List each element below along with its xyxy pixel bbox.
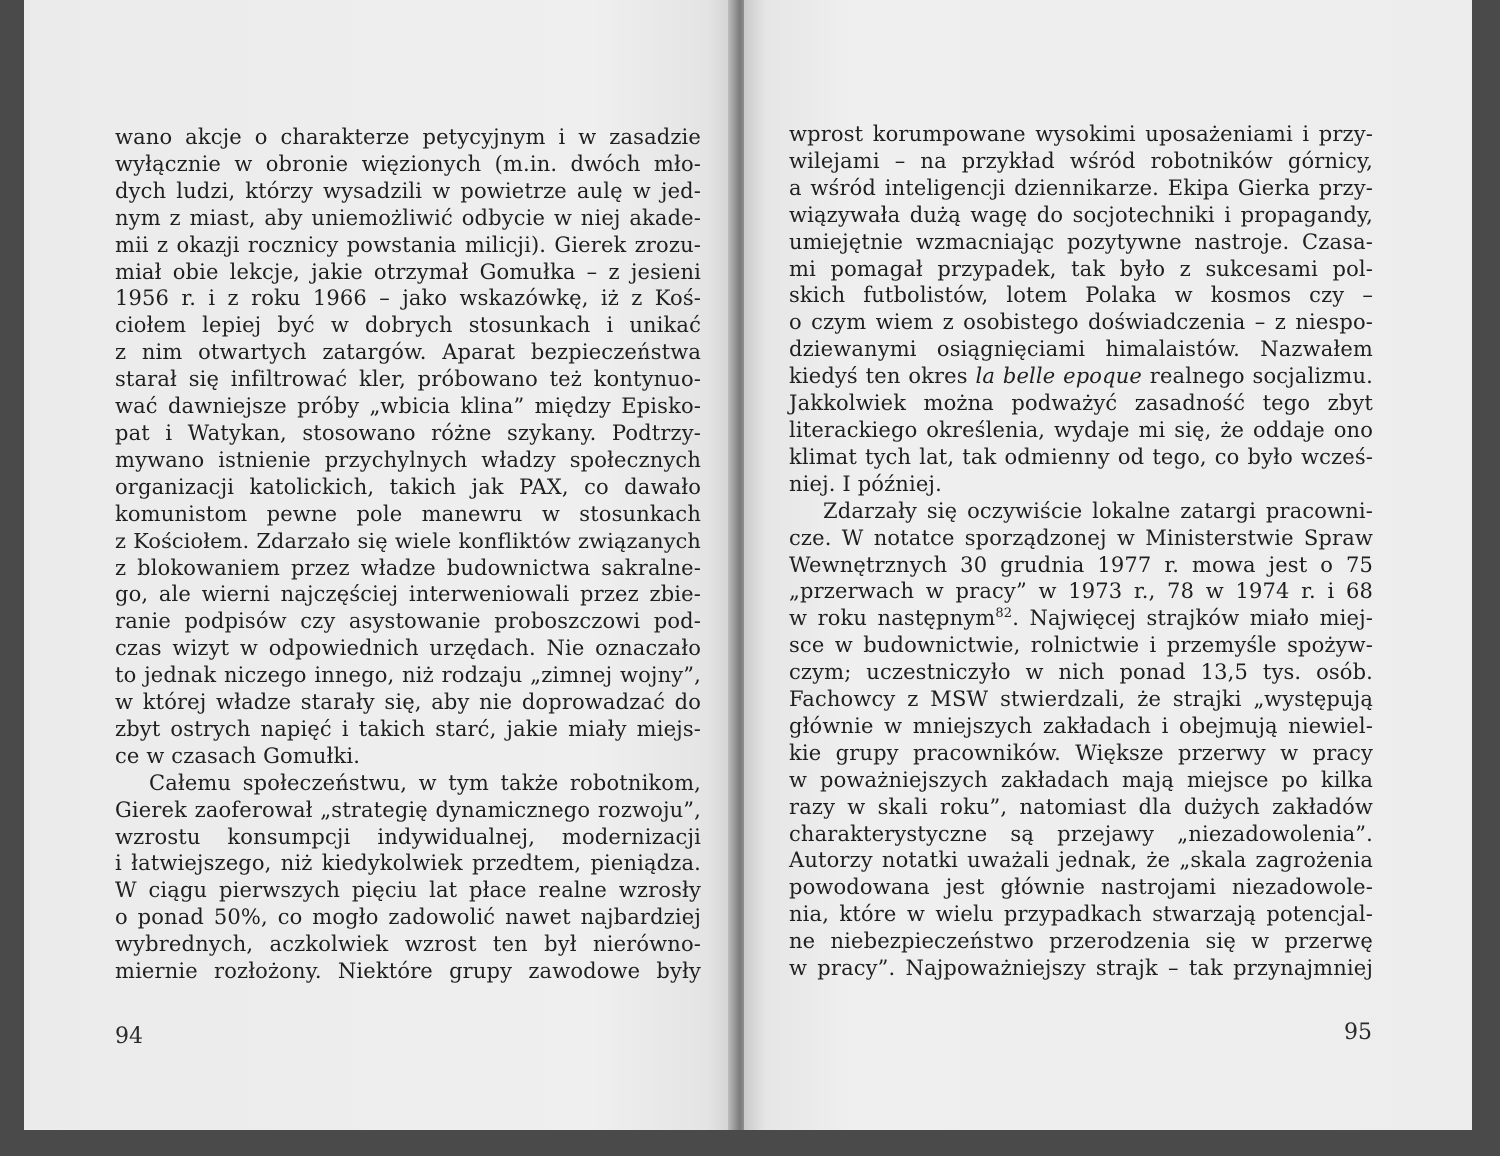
text-line: z Kościołem. Zdarzało się wiele konfliktów związanych [115, 528, 701, 553]
text-line: z nim otwartych zatargów. Aparat bezpieczeństwa [115, 340, 701, 365]
scan-background-bottom [0, 1130, 1500, 1156]
text-segment: . Najwięcej strajków miało miej- [1012, 606, 1374, 631]
text-line: zbyt ostrych napięć i takich starć, jakie miały miejs- [115, 716, 701, 741]
text-line: o czym wiem z osobistego doświadczenia – z niespo- [789, 310, 1373, 335]
text-line: głównie w mniejszych zakładach i obejmują niewiel- [789, 713, 1373, 738]
scan-background-right [1472, 0, 1500, 1156]
page-number-right: 95 [1344, 1020, 1372, 1045]
text-line: razy w skali roku”, natomiast dla dużych zakładów [789, 794, 1373, 819]
text-line: wyłącznie w obronie więzionych (m.in. dwóch mło- [115, 151, 701, 176]
text-line: w pracy”. Najpoważniejszy strajk – tak przynajmniej [789, 956, 1373, 981]
text-line: wzrostu konsumpcji indywidualnej, modernizacji [115, 824, 701, 849]
text-line: umiejętnie wzmacniając pozytywne nastroje. Czasa- [789, 229, 1373, 254]
italic-phrase: la belle epoque [975, 364, 1142, 389]
text-line: miernie rozłożony. Niektóre grupy zawodowe były [115, 959, 701, 984]
text-segment: w roku następnym [789, 606, 996, 631]
text-line: W ciągu pierwszych pięciu lat płace realne wzrosły [115, 878, 701, 903]
text-line: 1956 r. i z roku 1966 – jako wskazówkę, iż z Koś- [115, 286, 701, 311]
text-line: w której władze starały się, aby nie doprowadzać do [115, 690, 701, 715]
text-line: cze. W notatce sporządzonej w Ministerstwie Spraw [789, 525, 1373, 550]
text-line: literackiego określenia, wydaje mi się, że oddaje ono [789, 417, 1373, 442]
text-line: nia, które w wielu przypadkach stwarzają potencjal- [789, 902, 1373, 927]
text-line: sce w budownictwie, rolnictwie i przemyśle spożyw- [789, 633, 1373, 658]
text-line: nym z miast, aby uniemożliwić odbycie w niej akade- [115, 205, 701, 230]
text-line: wybrednych, aczkolwiek wzrost ten był nierówno- [115, 932, 701, 957]
text-line: z blokowaniem przez władze budownictwa sakralne- [115, 555, 701, 580]
text-line: wano akcje o charakterze petycyjnym i w zasadzie [115, 125, 701, 149]
text-line: ne niebezpieczeństwo przerodzenia się w przerwę [789, 929, 1373, 954]
text-line: organizacji katolickich, takich jak PAX, co dawało [115, 474, 701, 499]
text-line: wprost korumpowane wysokimi uposażeniami i przy- [789, 122, 1373, 146]
text-line: niej. I później. [789, 471, 942, 496]
text-segment: realnego socjalizmu. [1141, 364, 1373, 389]
text-line: czym; uczestniczyło w nich ponad 13,5 tys. osób. [789, 660, 1373, 685]
left-page-text [115, 124, 701, 985]
text-line-with-italic [789, 363, 1373, 390]
text-line: w poważniejszych zakładach mają miejsce po kilka [789, 767, 1373, 792]
text-line: powodowana jest głównie nastrojami niezadowole- [789, 875, 1373, 900]
text-line: Całemu społeczeństwu, w tym także robotnikom, [149, 770, 701, 795]
text-line: ce w czasach Gomułki. [115, 743, 361, 768]
text-line: Gierek zaoferował „strategię dynamicznego rozwoju”, [115, 797, 701, 822]
text-line: Fachowcy z MSW stwierdzali, że strajki „występują [789, 687, 1373, 712]
text-segment: kiedyś ten okres [789, 364, 976, 389]
text-line: i łatwiejszego, niż kiedykolwiek przedtem, pieniądza. [115, 851, 701, 876]
text-line: to jednak niczego innego, niż rodzaju „zimnej wojny”, [115, 663, 701, 688]
right-page-text [789, 121, 1373, 982]
text-line: a wśród inteligencji dziennikarze. Ekipa Gierka przy- [789, 175, 1373, 200]
text-line: komunistom pewne pole manewru w stosunkach [115, 501, 701, 526]
text-line: klimat tych lat, tak odmienny od tego, co było wcześ- [789, 444, 1373, 469]
text-line: Jakkolwiek można podważyć zasadność tego zbyt [789, 391, 1373, 416]
text-line: ciołem lepiej być w dobrych stosunkach i unikać [115, 313, 701, 338]
text-line: dziewanymi osiągnięciami himalaistów. Nazwałem [789, 337, 1373, 362]
text-line: Wewnętrznych 30 grudnia 1977 r. mowa jest o 75 [789, 552, 1373, 577]
text-line: go, ale wierni najczęściej interweniowali przez zbie- [115, 582, 701, 607]
text-line: o ponad 50%, co mogło zadowolić nawet najbardziej [115, 905, 701, 930]
text-line: mywano istnienie przychylnych władzy społecznych [115, 447, 701, 472]
text-line: kie grupy pracowników. Większe przerwy w pracy [789, 740, 1373, 765]
text-line: ranie podpisów czy asystowanie proboszczowi pod- [115, 609, 701, 634]
text-line: skich futbolistów, lotem Polaka w kosmos czy – [789, 283, 1373, 308]
text-line: miał obie lekcje, jakie otrzymał Gomułka – z jesieni [115, 259, 701, 284]
footnote-reference[interactable]: 82 [995, 606, 1013, 622]
text-line: Autorzy notatki uważali jednak, że „skala zagrożenia [789, 848, 1373, 873]
text-line: czas wizyt w odpowiednich urzędach. Nie oznaczało [115, 636, 701, 661]
text-line-with-footnote [789, 605, 1373, 632]
text-line: mii z okazji rocznicy powstania milicji). Gierek zrozu- [115, 232, 701, 257]
text-line: starał się infiltrować kler, próbowano też kontynuo- [115, 367, 701, 392]
text-line: pat i Watykan, stosowano różne szykany. Podtrzy- [115, 420, 701, 445]
text-line: Zdarzały się oczywiście lokalne zatargi pracowni- [823, 498, 1373, 523]
text-line: charakterystyczne są przejawy „niezadowolenia”. [789, 821, 1373, 846]
text-line: „przerwach w pracy” w 1973 r., 78 w 1974 r. i 68 [789, 579, 1373, 604]
text-line: wiązywała dużą wagę do socjotechniki i propagandy, [789, 202, 1373, 227]
text-line: dych ludzi, którzy wysadzili w powietrze aulę w jed- [115, 178, 701, 203]
page-number-left: 94 [115, 1024, 143, 1049]
text-line: wilejami – na przykład wśród robotników górnicy, [789, 148, 1373, 173]
text-line: wać dawniejsze próby „wbicia klina” między Episko- [115, 394, 701, 419]
text-line: mi pomagał przypadek, tak było z sukcesami pol- [789, 256, 1373, 281]
